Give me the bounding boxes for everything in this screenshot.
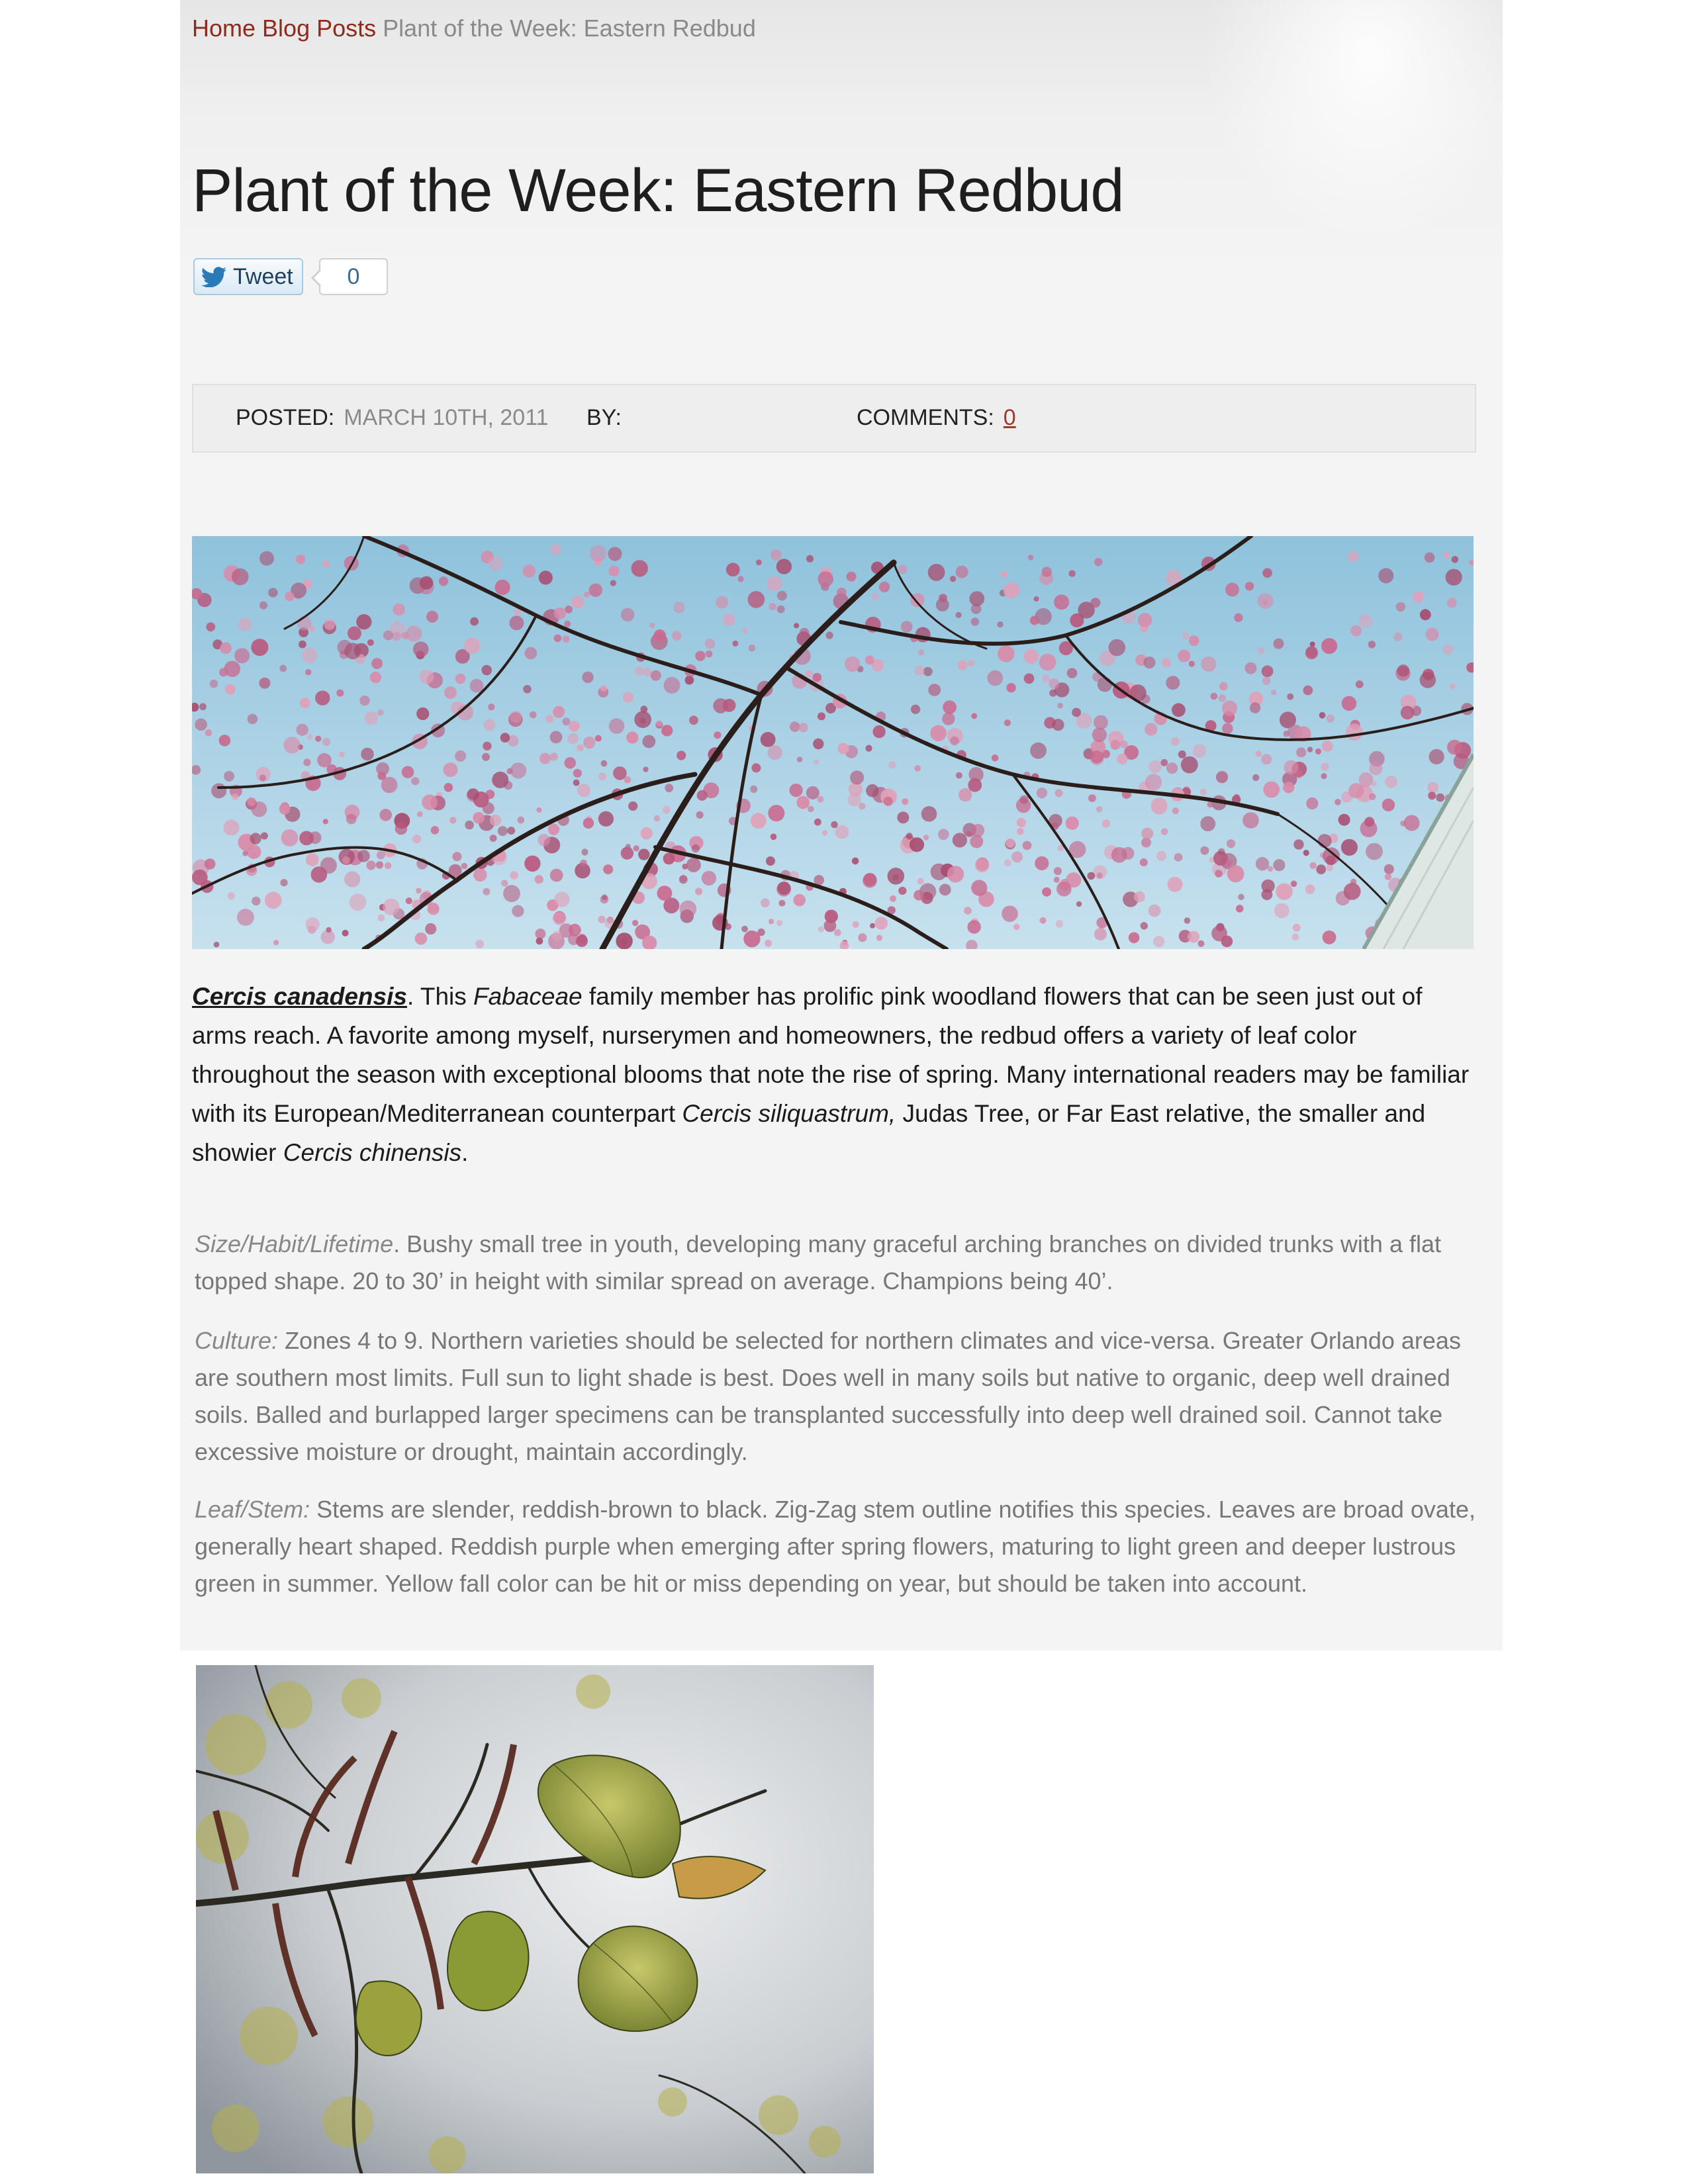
- posted-date: MARCH 10TH, 2011: [344, 405, 549, 430]
- family-name: Fabaceae: [473, 983, 583, 1010]
- redbud-leaves-image: [196, 1665, 874, 2173]
- detail-label: Leaf/Stem:: [195, 1496, 310, 1523]
- redbud-blossoms-image: [192, 536, 1474, 949]
- species-name-link[interactable]: Cercis canadensis: [192, 983, 407, 1010]
- twitter-bird-icon: [201, 266, 228, 287]
- detail-size-habit: [195, 1226, 1479, 1300]
- comments-meta: [857, 405, 1016, 431]
- breadcrumb-blog-posts-link[interactable]: Blog Posts: [262, 15, 377, 42]
- detail-leaf-stem: [195, 1491, 1479, 1602]
- post-meta-bar: [192, 384, 1476, 453]
- posted-label: POSTED:: [236, 405, 335, 430]
- author-meta: [586, 405, 622, 431]
- detail-label: Culture:: [195, 1327, 279, 1354]
- detail-text: Zones 4 to 9. Northern varieties should be selected for northern climates and vice-versa. Greater Orlando areas are southern most limits. Full sun to light shade is best. Does well in many soils but native to organic, deep well drained soils. Balled and burlapped larger specimens can be transplanted successfully into deep well drained soil. Cannot take excessive moisture or drought, maintain accordingly.: [195, 1327, 1461, 1465]
- comments-label: COMMENTS:: [857, 405, 994, 430]
- detail-text: Stems are slender, reddish-brown to black. Zig-Zag stem outline notifies this species. Leaves are broad ovate, generally heart shaped. Reddish purple when emerging after spring flowers, maturing to light green and deeper lustrous green in summer. Yellow fall color can be hit or miss depending on year, but should be taken into account.: [195, 1496, 1476, 1597]
- by-label: BY:: [586, 405, 622, 430]
- species-chinensis: Cercis chinensis: [283, 1139, 462, 1166]
- breadcrumb-current: Plant of the Week: Eastern Redbud: [383, 15, 756, 42]
- intro-text-a: . This: [406, 983, 474, 1010]
- detail-culture: [195, 1322, 1479, 1471]
- tweet-label: Tweet: [233, 263, 293, 289]
- intro-text-d: .: [461, 1139, 469, 1166]
- content-panel: [180, 0, 1503, 1651]
- detail-text: . Bushy small tree in youth, developing many graceful arching branches on divided trunks with a flat topped shape. 20 to 30’ in height with similar spread on average. Champions being 40’.: [195, 1230, 1441, 1295]
- header-decoration: [1173, 0, 1503, 278]
- detail-label: Size/Habit/Lifetime: [195, 1230, 394, 1257]
- intro-text-c: Judas Tree, or Far East relative, the smaller and showier: [192, 1100, 1426, 1166]
- tweet-button[interactable]: [193, 258, 303, 295]
- posted-meta: [236, 405, 549, 431]
- breadcrumb-home-link[interactable]: Home: [192, 15, 256, 42]
- intro-paragraph: [192, 977, 1476, 1172]
- comments-count-link[interactable]: 0: [1003, 405, 1016, 430]
- page-title: Plant of the Week: Eastern Redbud: [192, 157, 1124, 224]
- species-siliquastrum: Cercis siliquastrum,: [682, 1100, 896, 1127]
- breadcrumb: [192, 15, 756, 42]
- intro-text-b: family member has prolific pink woodland flowers that can be seen just out of arms reach. A favorite among myself, nurserymen and homeowners, the redbud offers a variety of leaf color throughout the season with exceptional blooms that note the rise of spring. Many international readers may be familiar with its European/Mediterranean counterpart: [192, 983, 1470, 1127]
- tweet-count: 0: [319, 258, 388, 295]
